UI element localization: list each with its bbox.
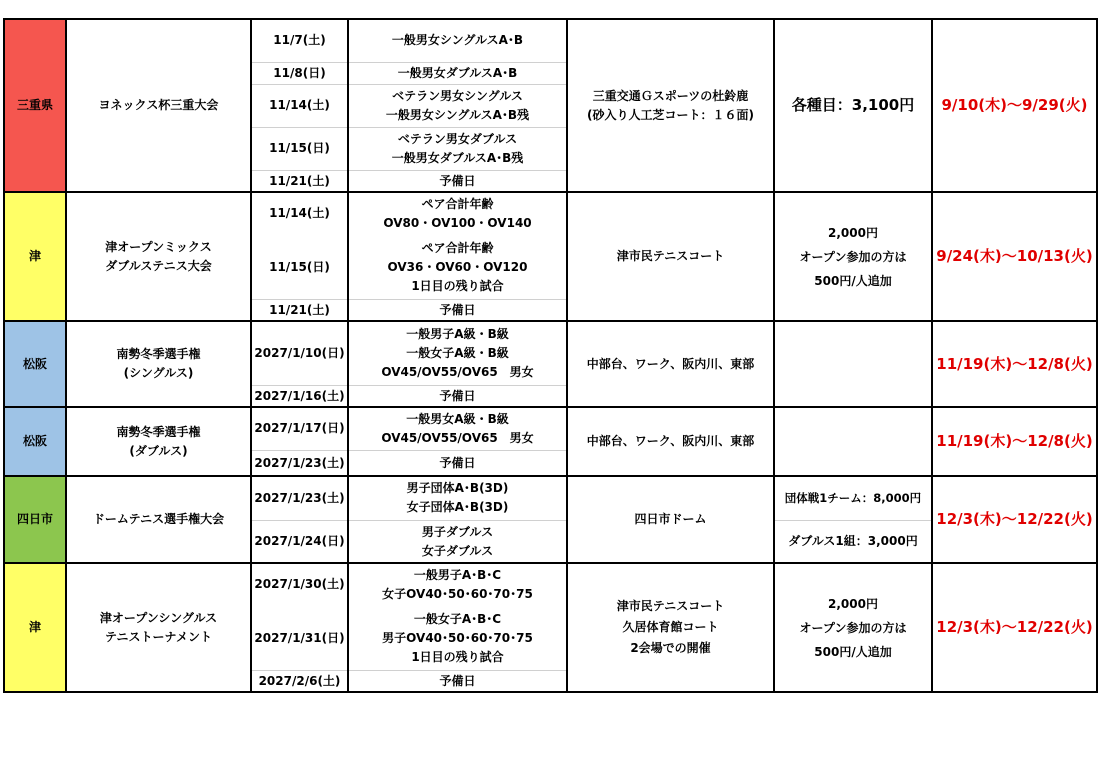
date-text: 11/15(日) bbox=[269, 141, 330, 155]
fee-cell bbox=[774, 520, 932, 563]
row-border bbox=[3, 406, 1098, 408]
name-line: ダブルステニス大会 bbox=[105, 258, 212, 273]
event-cell bbox=[348, 321, 567, 385]
fee-line: 2,000円 bbox=[828, 225, 878, 240]
date-cell bbox=[251, 299, 348, 321]
event-text: 一般男女ダブルスA･B bbox=[397, 65, 518, 80]
date-cell bbox=[251, 476, 348, 520]
pref-cell-matsusaka-doubles bbox=[4, 407, 66, 476]
fee-cell bbox=[774, 563, 932, 692]
venue-line: 中部台、ワーク、阪内川、東部 bbox=[586, 356, 755, 371]
pref-cell-matsusaka-singles bbox=[4, 321, 66, 407]
thin-divider bbox=[251, 170, 567, 171]
event-cell bbox=[348, 19, 567, 62]
venue-cell bbox=[567, 563, 774, 692]
tournament-name bbox=[66, 19, 251, 192]
venue-cell bbox=[567, 476, 774, 563]
entry-period: 9/24(木)～10/13(火) bbox=[936, 247, 1093, 265]
thin-divider bbox=[251, 670, 567, 671]
entry-period: 12/3(木)～12/22(火) bbox=[936, 510, 1093, 528]
venue-line: 津市民テニスコート bbox=[616, 249, 725, 263]
date-text: 11/14(土) bbox=[269, 206, 330, 220]
date-text: 2027/1/23(土) bbox=[254, 490, 345, 505]
event-text: ベテラン男女ダブルス bbox=[397, 131, 518, 146]
event-text: 1日目の残り試合 bbox=[411, 278, 504, 293]
event-cell bbox=[348, 606, 567, 670]
event-cell bbox=[348, 192, 567, 235]
event-cell bbox=[348, 62, 567, 84]
pref-cell-tsu-singles bbox=[4, 563, 66, 692]
date-cell bbox=[251, 563, 348, 606]
entry-period: 9/10(木)～9/29(火) bbox=[941, 96, 1088, 114]
date-cell bbox=[251, 192, 348, 235]
date-text: 11/15(日) bbox=[269, 259, 330, 274]
venue-line: 四日市ドーム bbox=[634, 512, 707, 526]
date-text: 11/8(日) bbox=[273, 65, 326, 80]
entry-period-cell bbox=[932, 19, 1097, 192]
entry-period-cell bbox=[932, 563, 1097, 692]
name-line: 南勢冬季選手権 bbox=[116, 424, 201, 439]
fee-cell bbox=[774, 476, 932, 520]
event-text: OV45/OV55/OV65 男女 bbox=[381, 430, 534, 445]
thin-divider bbox=[251, 84, 567, 85]
pref-label: 津 bbox=[28, 249, 41, 263]
date-text: 11/14(土) bbox=[269, 98, 330, 112]
event-text: 一般男女A級・B級 bbox=[406, 411, 509, 426]
event-cell bbox=[348, 385, 567, 407]
event-text: OV36・OV60・OV120 bbox=[387, 259, 528, 274]
event-cell bbox=[348, 127, 567, 170]
column-border bbox=[3, 18, 5, 693]
fee-line: オープン参加の方は bbox=[799, 249, 907, 264]
entry-period-cell bbox=[932, 192, 1097, 321]
fee-line: 団体戦1チーム：8,000円 bbox=[784, 490, 922, 505]
event-text: ベテラン男女シングルス bbox=[392, 88, 523, 103]
date-text: 11/21(土) bbox=[269, 173, 330, 188]
date-text: 11/21(土) bbox=[269, 302, 330, 317]
thin-divider bbox=[251, 450, 567, 451]
fee-cell bbox=[774, 321, 932, 407]
date-cell bbox=[251, 670, 348, 692]
date-text: 2027/1/30(土) bbox=[254, 577, 345, 591]
tournament-name bbox=[66, 407, 251, 476]
row-border bbox=[3, 475, 1098, 477]
fee-line: 2,000円 bbox=[828, 596, 878, 611]
name-line: ドームテニス選手権大会 bbox=[92, 512, 225, 526]
event-text: 1日目の残り試合 bbox=[411, 649, 504, 664]
entry-period-cell bbox=[932, 321, 1097, 407]
name-line: (シングルス) bbox=[123, 366, 194, 380]
pref-label: 松阪 bbox=[22, 434, 47, 448]
event-text: 男子ダブルス bbox=[421, 524, 494, 539]
thin-divider bbox=[251, 62, 567, 63]
event-text: OV80・OV100・OV140 bbox=[383, 215, 532, 230]
pref-label: 四日市 bbox=[16, 512, 53, 526]
pref-label: 松阪 bbox=[22, 356, 47, 371]
event-text: 一般男女シングルスA･B残 bbox=[385, 107, 530, 122]
fee-line: ダブルス1組：3,000円 bbox=[788, 534, 918, 548]
row-border bbox=[3, 191, 1098, 193]
pref-label: 三重県 bbox=[16, 98, 53, 112]
date-cell bbox=[251, 62, 348, 84]
venue-cell bbox=[567, 192, 774, 321]
fee-line: 500円/人追加 bbox=[814, 273, 892, 288]
event-text: 予備日 bbox=[439, 455, 476, 470]
column-border bbox=[347, 18, 349, 693]
row-border bbox=[3, 18, 1098, 20]
event-text: 予備日 bbox=[439, 302, 476, 317]
date-cell bbox=[251, 321, 348, 385]
fee-line: 500円/人追加 bbox=[814, 644, 892, 659]
date-cell bbox=[251, 84, 348, 127]
row-border bbox=[3, 562, 1098, 564]
event-cell bbox=[348, 476, 567, 520]
date-text: 11/7(土) bbox=[273, 33, 326, 47]
name-line: テニストーナメント bbox=[104, 629, 213, 644]
event-cell bbox=[348, 170, 567, 192]
event-text: ペア合計年齢 bbox=[421, 240, 494, 255]
column-border bbox=[773, 18, 775, 693]
tournament-name bbox=[66, 321, 251, 407]
fee-cell bbox=[774, 407, 932, 476]
event-text: ペア合計年齢 bbox=[421, 196, 494, 211]
event-text: 一般男子A級・B級 bbox=[406, 326, 509, 341]
venue-line: 津市民テニスコート bbox=[616, 599, 725, 613]
tournament-name bbox=[66, 476, 251, 563]
pref-label: 津 bbox=[28, 620, 41, 634]
name-line: 南勢冬季選手権 bbox=[116, 347, 201, 361]
fee-line: 各種目：3,100円 bbox=[791, 96, 915, 114]
date-text: 2027/1/17(日) bbox=[254, 421, 345, 435]
thin-divider bbox=[251, 520, 567, 521]
event-cell bbox=[348, 299, 567, 321]
date-text: 2027/1/31(日) bbox=[254, 630, 345, 645]
venue-line: 久居体育館コート bbox=[622, 620, 719, 634]
event-text: 女子ダブルス bbox=[421, 543, 494, 558]
tournament-name bbox=[66, 192, 251, 321]
date-cell bbox=[251, 235, 348, 299]
name-line: (ダブルス) bbox=[129, 443, 188, 458]
fee-cell bbox=[774, 192, 932, 321]
thin-divider bbox=[251, 127, 567, 128]
column-border bbox=[250, 18, 252, 693]
venue-line: 三重交通Ｇスポーツの杜鈴鹿 bbox=[592, 88, 749, 103]
entry-period: 11/19(木)～12/8(火) bbox=[936, 354, 1093, 373]
thin-divider bbox=[251, 385, 567, 386]
event-cell bbox=[348, 84, 567, 127]
event-text: OV45/OV55/OV65 男女 bbox=[381, 364, 534, 379]
entry-period-cell bbox=[932, 476, 1097, 563]
entry-period: 12/3(木)～12/22(火) bbox=[936, 618, 1093, 636]
date-cell bbox=[251, 385, 348, 407]
date-text: 2027/2/6(土) bbox=[258, 673, 341, 688]
date-text: 2027/1/24(日) bbox=[254, 534, 345, 548]
event-cell bbox=[348, 235, 567, 299]
event-text: 男子OV40･50･60･70･75 bbox=[382, 630, 533, 645]
venue-cell bbox=[567, 19, 774, 192]
date-text: 2027/1/16(土) bbox=[254, 388, 345, 403]
venue-cell bbox=[567, 407, 774, 476]
pref-cell-tsu-mixed bbox=[4, 192, 66, 321]
name-line: ヨネックス杯三重大会 bbox=[98, 98, 219, 112]
date-cell bbox=[251, 127, 348, 170]
date-cell bbox=[251, 170, 348, 192]
column-border bbox=[1096, 18, 1098, 693]
column-border bbox=[566, 18, 568, 693]
venue-line: (砂入り人工芝コート：１６面) bbox=[587, 107, 754, 122]
event-text: 一般男女ダブルスA･B残 bbox=[391, 150, 524, 165]
venue-line: 2会場での開催 bbox=[630, 641, 711, 655]
thin-divider bbox=[251, 299, 567, 300]
pref-cell-mie bbox=[4, 19, 66, 192]
date-cell bbox=[251, 520, 348, 563]
name-line: 津オープンミックス bbox=[105, 239, 212, 254]
tournament-name bbox=[66, 563, 251, 692]
event-cell bbox=[348, 520, 567, 563]
event-text: 一般男子A･B･C bbox=[413, 567, 502, 582]
event-text: 予備日 bbox=[439, 173, 476, 188]
event-cell bbox=[348, 407, 567, 450]
entry-period-cell bbox=[932, 407, 1097, 476]
date-cell bbox=[251, 407, 348, 450]
date-cell bbox=[251, 606, 348, 670]
fee-cell bbox=[774, 19, 932, 192]
event-text: 一般女子A級・B級 bbox=[406, 345, 509, 360]
venue-line: 中部台、ワーク、阪内川、東部 bbox=[586, 434, 755, 448]
event-text: 男子団体A･B(3D) bbox=[406, 481, 509, 495]
event-cell bbox=[348, 450, 567, 476]
name-line: 津オープンシングルス bbox=[99, 610, 218, 625]
event-cell bbox=[348, 670, 567, 692]
row-border bbox=[3, 691, 1098, 693]
event-text: 女子OV40･50･60･70･75 bbox=[382, 586, 533, 601]
column-border bbox=[931, 18, 933, 693]
event-text: 予備日 bbox=[439, 673, 476, 688]
date-cell bbox=[251, 450, 348, 476]
pref-cell-yokkaichi bbox=[4, 476, 66, 563]
row-border bbox=[3, 320, 1098, 322]
thin-divider bbox=[774, 520, 932, 521]
entry-period: 11/19(木)～12/8(火) bbox=[936, 432, 1093, 450]
event-text: 予備日 bbox=[439, 388, 476, 403]
event-cell bbox=[348, 563, 567, 606]
event-text: 一般男女シングルスA･B bbox=[391, 33, 524, 47]
date-cell bbox=[251, 19, 348, 62]
date-text: 2027/1/23(土) bbox=[254, 455, 345, 470]
venue-cell bbox=[567, 321, 774, 407]
event-text: 女子団体A･B(3D) bbox=[406, 500, 509, 514]
date-text: 2027/1/10(日) bbox=[254, 345, 345, 360]
event-text: 一般女子A･B･C bbox=[413, 611, 502, 626]
fee-line: オープン参加の方は bbox=[799, 620, 907, 635]
column-border bbox=[65, 18, 67, 693]
